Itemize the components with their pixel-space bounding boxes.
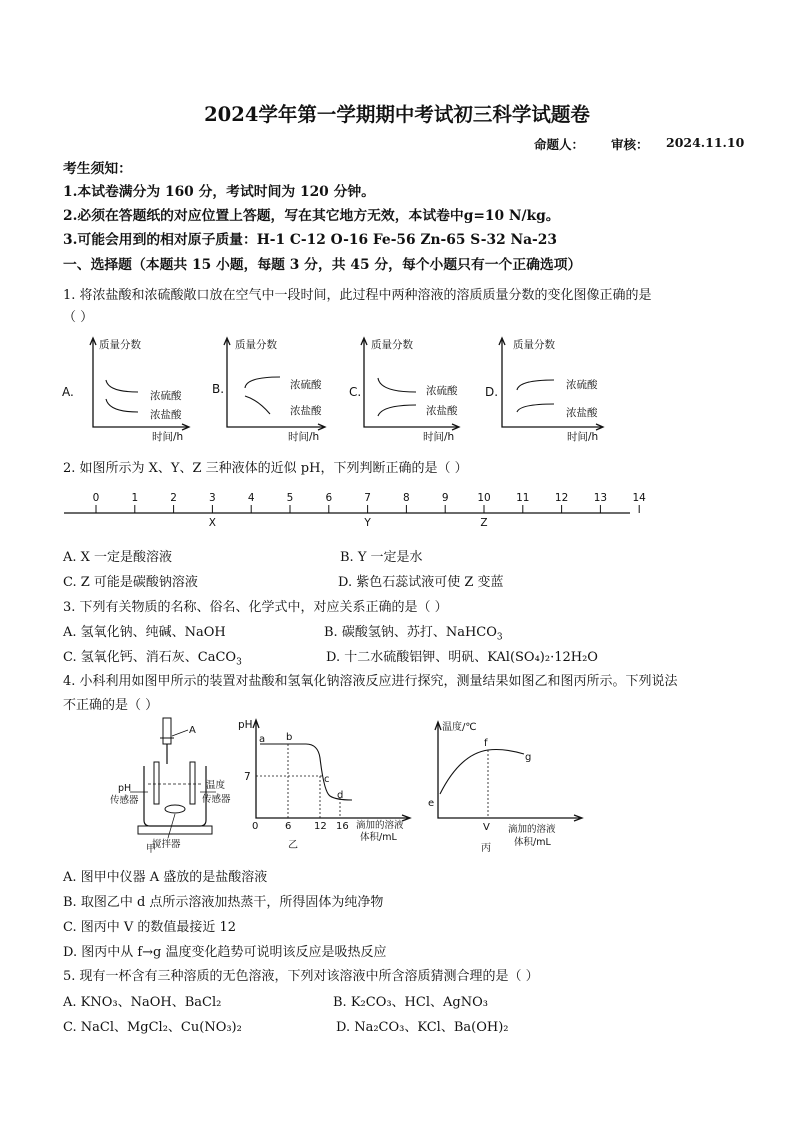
q1-curve-c-bottom (378, 405, 416, 416)
q1-curve-c-top (378, 378, 416, 392)
q4-stem-line-2: 不正确的是（ ） (63, 698, 159, 713)
q4-jia-ph-sensor: 传感器 (110, 795, 139, 806)
q1-xlabel-c: 时间/h (423, 431, 455, 443)
ph-tick-label-5: 5 (286, 492, 294, 504)
q1-curve-b-bottom (245, 396, 270, 414)
q2-option-c: C. Z 可能是碳酸钠溶液 (63, 575, 198, 590)
q5-option-d: D. Na₂CO₃、KCl、Ba(OH)₂ (336, 1020, 509, 1035)
q4-yi-xlabel-1: 滴加的溶液 (356, 820, 404, 831)
q4-bing-curve (440, 750, 524, 795)
q1-graph-c (349, 338, 459, 443)
q1-option-b-label: B. (212, 382, 225, 396)
q4-apparatus-jia (108, 714, 248, 854)
q5-option-c: C. NaCl、MgCl₂、Cu(NO₃)₂ (63, 1020, 242, 1035)
q2-ph-scale (60, 486, 646, 532)
q4-jia-label-a: A (189, 725, 196, 736)
exam-date: 2024.11.10 (666, 135, 745, 150)
ph-tick-label-3: 3 (209, 492, 216, 504)
q3-option-b-text: B. 碳酸氢钠、苏打、NaHCO (324, 625, 497, 640)
q3-stem: 3. 下列有关物质的名称、俗名、化学式中，对应关系正确的是（ ） (63, 600, 448, 615)
q1-ylabel-b: 质量分数 (235, 339, 277, 351)
q4-yi-xtick-6: 6 (285, 821, 292, 832)
ph-tick-label-1: 1 (131, 492, 139, 504)
notice-line-2: 2.必须在答题纸的对应位置上答题，写在其它地方无效，本试卷中g=10 N/kg。 (63, 208, 560, 224)
q4-yi-caption: 乙 (288, 840, 298, 851)
notice-heading: 考生须知： (63, 161, 132, 177)
ph-tick-label-7: 7 (364, 492, 371, 504)
q4-option-d: D. 图丙中从 f→g 温度变化趋势可说明该反应是吸热反应 (63, 945, 387, 960)
q1-option-d-label: D. (485, 385, 499, 399)
q1-curve-d-bottom (517, 404, 554, 412)
q1-stem-bracket: （ ） (63, 310, 94, 325)
ph-tick-label-4: 4 (247, 492, 255, 504)
q1-option-a-label: A. (62, 385, 74, 399)
ph-marker-Y: Y (364, 517, 371, 529)
q4-option-c: C. 图丙中 V 的数值最接近 12 (63, 920, 237, 935)
ph-marker-Z: Z (480, 517, 488, 529)
author-label: 命题人： (534, 137, 585, 152)
q1-b-acid1: 浓硫酸 (290, 379, 322, 391)
q4-yi-ylabel: pH (238, 719, 253, 731)
q4-jia-temp-sensor: 传感器 (202, 794, 231, 805)
ph-tick-label-10: 10 (477, 492, 491, 504)
q5-option-b: B. K₂CO₃、HCl、AgNO₃ (333, 995, 488, 1010)
q1-c-acid2: 浓盐酸 (426, 405, 458, 417)
q4-graph-bing (420, 714, 595, 854)
q1-graph-d (485, 338, 603, 443)
q2-stem: 2. 如图所示为 X、Y、Z 三种液体的近似 pH，下列判断正确的是（ ） (63, 461, 468, 476)
q4-bing-xtick-v: V (483, 822, 490, 833)
q4-jia-temp: 温度 (206, 780, 226, 791)
q1-xlabel-b: 时间/h (288, 431, 320, 443)
q4-bing-point-e: e (428, 798, 435, 809)
q1-ylabel-d: 质量分数 (513, 339, 555, 351)
q1-ylabel-a: 质量分数 (99, 339, 141, 351)
q1-graph-a (62, 338, 189, 443)
q4-yi-point-a: a (259, 734, 266, 745)
q4-bing-xlabel-1: 滴加的溶液 (508, 824, 556, 835)
q5-option-a: A. KNO₃、NaOH、BaCl₂ (63, 995, 222, 1010)
q3-option-c-sub: 3 (236, 657, 242, 668)
ph-tick-label-2: 2 (170, 492, 177, 504)
q4-yi-point-d: d (337, 790, 344, 801)
q1-a-acid2: 浓盐酸 (150, 409, 182, 421)
q4-yi-ytick-7: 7 (244, 771, 251, 783)
q1-b-acid2: 浓盐酸 (290, 405, 322, 417)
q4-jia-caption: 甲 (146, 844, 156, 855)
q5-stem: 5. 现有一杯含有三种溶质的无色溶液，下列对该溶液中所含溶质猜测合理的是（ ） (63, 969, 539, 984)
ph-tick-label-6: 6 (325, 492, 333, 504)
q3-option-c-text: C. 氢氧化钙、消石灰、CaCO (63, 650, 237, 665)
ph-tick-label-13: 13 (593, 492, 608, 504)
ph-tick-label-0: 0 (92, 492, 100, 504)
ph-marker-X: X (208, 517, 217, 529)
q1-a-acid1: 浓硫酸 (150, 390, 182, 402)
q4-option-a: A. 图甲中仪器 A 盛放的是盐酸溶液 (63, 870, 268, 885)
page-title: 2024学年第一学期期中考试初三科学试题卷 (204, 103, 590, 126)
ph-tick-label-8: 8 (403, 492, 410, 504)
q4-yi-xlabel-2: 体积/mL (360, 832, 397, 843)
q4-bing-ylabel: 温度/℃ (442, 722, 477, 733)
q1-xlabel-d: 时间/h (567, 431, 599, 443)
q1-stem: 1. 将浓盐酸和浓硫酸敞口放在空气中一段时间，此过程中两种溶液的溶质质量分数的变化图像正确的是 (63, 288, 652, 303)
q4-yi-point-c: c (324, 774, 330, 785)
q2-option-d: D. 紫色石蕊试液可使 Z 变蓝 (338, 575, 504, 590)
q4-jia-stirrer: 搅拌器 (152, 839, 181, 850)
q3-option-a: A. 氢氧化钠、纯碱、NaOH (63, 625, 226, 640)
q1-d-acid1: 浓硫酸 (566, 379, 598, 391)
q3-option-b-sub: 3 (496, 632, 503, 643)
section-heading: 一、选择题（本题共 15 小题，每题 3 分，共 45 分，每个小题只有一个正确选项） (63, 257, 582, 273)
q4-bing-point-f: f (484, 738, 488, 749)
q4-bing-point-g: g (525, 752, 532, 763)
q3-option-b (324, 621, 503, 643)
q4-yi-xtick-16: 16 (336, 821, 349, 832)
ph-tick-label-11: 11 (516, 492, 530, 504)
reviewer-label: 审核： (611, 137, 649, 152)
q1-curve-b-top (245, 377, 280, 388)
q2-option-b: B. Y 一定是水 (340, 550, 423, 565)
q4-yi-xtick-12: 12 (314, 821, 327, 832)
q1-curve-a-top (106, 380, 138, 392)
q1-xlabel-a: 时间/h (152, 431, 184, 443)
q4-stem: 4. 小科利用如图甲所示的装置对盐酸和氢氧化钠溶液反应进行探究，测量结果如图乙和图丙所示。下列说法 (63, 674, 678, 689)
q4-yi-point-b: b (286, 732, 293, 743)
q1-graph-b (212, 338, 325, 443)
q1-ylabel-c: 质量分数 (371, 339, 413, 351)
q4-bing-xlabel-2: 体积/mL (514, 837, 551, 848)
q1-d-acid2: 浓盐酸 (566, 407, 598, 419)
notice-line-3: 3.可能会用到的相对原子质量：H-1 C-12 O-16 Fe-56 Zn-65 S-32 Na-23 (63, 232, 557, 248)
q1-option-c-label: C. (349, 385, 362, 399)
q4-jia-ph: pH (118, 783, 132, 794)
q4-option-b: B. 取图乙中 d 点所示溶液加热蒸干，所得固体为纯净物 (63, 895, 384, 910)
ph-tick-label-9: 9 (441, 492, 449, 504)
q4-bing-caption: 丙 (481, 843, 491, 854)
q1-graphs (60, 330, 620, 448)
ph-tick-label-14: 14 (632, 492, 646, 504)
q4-graph-yi (232, 712, 422, 854)
q3-option-c (63, 646, 242, 668)
q1-curve-a-bottom (106, 399, 138, 412)
q2-option-a: A. X 一定是酸溶液 (63, 550, 173, 565)
q1-curve-d-top (517, 380, 554, 390)
q4-yi-xtick-0: 0 (252, 821, 259, 832)
q3-option-d: D. 十二水硫酸铝钾、明矾、KAl(SO₄)₂·12H₂O (326, 650, 598, 665)
notice-line-1: 1.本试卷满分为 160 分，考试时间为 120 分钟。 (63, 184, 375, 200)
q1-c-acid1: 浓硫酸 (426, 385, 458, 397)
ph-tick-label-12: 12 (554, 492, 569, 504)
